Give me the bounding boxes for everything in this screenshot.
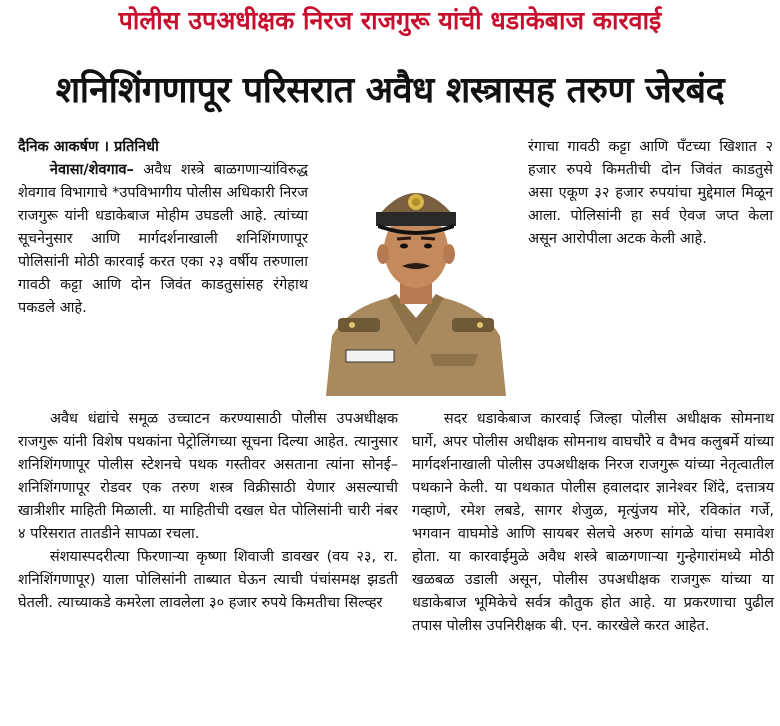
paragraph-1: अवैध शस्त्रे बाळगणाऱ्यांविरुद्ध शेवगाव विभागाचे *उपविभागीय पोलीस अधिकारी निरज राजगुरू यांनी धडाकेबाज मोहीम उघडली आहे. त्यांच्या सूचनेनुसार आणि मार्गदर्शनाखाली शनिशिंगणापूर पोलिसांनी मोठी कारवाई करत एका २३ वर्षीय तरुणाला गावठी कट्टा आणि दोन जिवंत काडतुसांसह रंगेहाथ पकडले आहे. xyxy=(18,162,308,316)
paragraph-5: सदर धडाकेबाज कारवाई जिल्हा पोलीस अधीक्षक सोमनाथ घार्गे, अपर पोलीस अधीक्षक सोमनाथ वाघचौरे व वैभव कलुबर्मे यांच्या मार्गदर्शनाखाली पोलीस उपअधीक्षक निरज राजगुरू यांच्या नेतृत्वातील पथकाने केली. या पथकात पोलीस हवालदार ज्ञानेश्वर शिंदे, दत्तात्रय गव्हाणे, रमेश लबडे, सागर शेजुळ, मृत्युंजय मोरे, रविकांत गर्जे, भगवान वाघमोडे आणि सायबर सेलचे अरुण सांगळे यांचा समावेश होता. या कारवाईमुळे अवैध शस्त्रे बाळगणाऱ्या गुन्हेगारांमध्ये मोठी खळबळ उडाली असून, पोलीस उपअधीक्षक राजगुरू यांच्या या धडाकेबाज भूमिकेचे सर्वत्र कौतुक होत आहे. या प्रकरणाचा पुढील तपास पोलीस उपनिरीक्षक बी. एन. कारखेले करत आहेत. xyxy=(412,411,774,634)
kicker-headline: पोलीस उपअधीक्षक निरज राजगुरू यांची धडाकेबाज कारवाई xyxy=(118,6,662,35)
byline: दैनिक आकर्षण । प्रतिनिधी xyxy=(18,139,159,155)
paragraph-4: रंगाचा गावठी कट्टा आणि पँटच्या खिशात २ हजार रुपये किमतीची दोन जिवंत काडतुसे असा एकूण ३२ हजार रुपयांचा मुद्देमाल मिळून आला. पोलिसांनी हा सर्व ऐवज जप्त केला असून आरोपीला अटक केली आहे. xyxy=(528,139,773,247)
main-headline: शनिशिंगणापूर परिसरात अवैध शस्त्रासह तरुण जेरबंद xyxy=(55,70,725,111)
lead-paragraph xyxy=(18,159,308,320)
article-column-left-top xyxy=(18,136,308,320)
paragraph-2: अवैध धंद्यांचे समूळ उच्चाटन करण्यासाठी पोलीस उपअधीक्षक राजगुरू यांनी विशेष पथकांना पेट्रोलिंगच्या सूचना दिल्या आहेत. त्यानुसार शनिशिंगणापूर पोलीस स्टेशनचे पथक गस्तीवर असताना त्यांना सोनई–शनिशिंगणापूर रोडवर एक तरुण शस्त्र विक्रीसाठी येणार असल्याची खात्रीशीर माहिती मिळाली. या माहितीची दखल घेत पोलिसांनी चारी नंबर ४ परिसरात तातडीने सापळा रचला. xyxy=(18,411,398,542)
officer-portrait-image xyxy=(318,168,514,396)
article-column-left-bottom xyxy=(18,408,398,615)
article-column-right-top xyxy=(528,136,773,251)
dateline: नेवासा/शेवगाव– xyxy=(49,162,134,178)
paragraph-3: संशयास्पदरीत्या फिरणाऱ्या कृष्णा शिवाजी डावखर (वय २३, रा. शनिशिंगणापूर) याला पोलिसांनी ताब्यात घेऊन त्याची पंचांसमक्ष झडती घेतली. त्याच्याकडे कमरेला लावलेला ३० हजार रुपये किमतीचा सिल्व्हर xyxy=(18,549,398,611)
article-column-right-bottom xyxy=(412,408,774,638)
officer-photo xyxy=(318,168,514,396)
